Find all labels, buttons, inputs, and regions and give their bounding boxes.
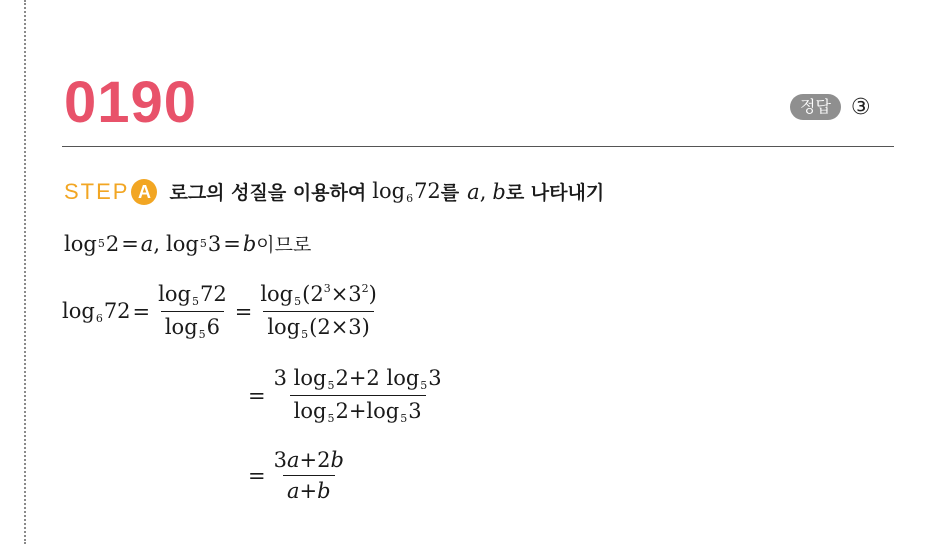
- step-text-after: 로 나타내기: [505, 182, 605, 204]
- derivation-line-1: $\log_672$ = $\frac{\log_572}{\log_56}$ = $\frac{\log_5(2^3\times 3^2)}{\log_5(2\times 3)}$: [62, 282, 383, 341]
- step-word: STEP: [64, 178, 130, 204]
- derivation-line-3: = $\frac{3a+2b}{a+b}$: [246, 448, 350, 503]
- answer-area: [790, 94, 871, 120]
- step-var-b: b: [492, 179, 506, 204]
- step-heading: [64, 178, 604, 205]
- derivation-line-2: = $\frac{3 \log_52+2 \log_53}{\log_52+\log_53}$: [246, 366, 448, 425]
- fraction-1: $\frac{\log_572}{\log_56}$: [158, 282, 227, 341]
- step-log: $\log_672$: [372, 178, 441, 205]
- answer-value: ③: [850, 94, 871, 120]
- step-particle: 를: [440, 182, 460, 204]
- fraction-2: $\frac{\log_5(2^3\times 3^2)}{\log_5(2\times 3)}$: [260, 282, 377, 341]
- step-var-a: a: [467, 179, 480, 204]
- step-comma: ,: [479, 179, 487, 204]
- problem-number: 0190: [64, 70, 198, 135]
- given-line: log 5 2 = a , log 5 3 = b 이므로: [64, 231, 312, 256]
- dotted-margin-line: [24, 0, 26, 544]
- header-divider: [62, 146, 894, 147]
- step-letter-badge: A: [131, 179, 157, 205]
- fraction-4: $\frac{3a+2b}{a+b}$: [273, 448, 344, 503]
- answer-badge: 정답: [790, 94, 841, 120]
- step-text-before: 로그의 성질을 이용하여: [169, 182, 367, 204]
- fraction-3: $\frac{3 \log_52+2 \log_53}{\log_52+\log_53}$: [273, 366, 442, 425]
